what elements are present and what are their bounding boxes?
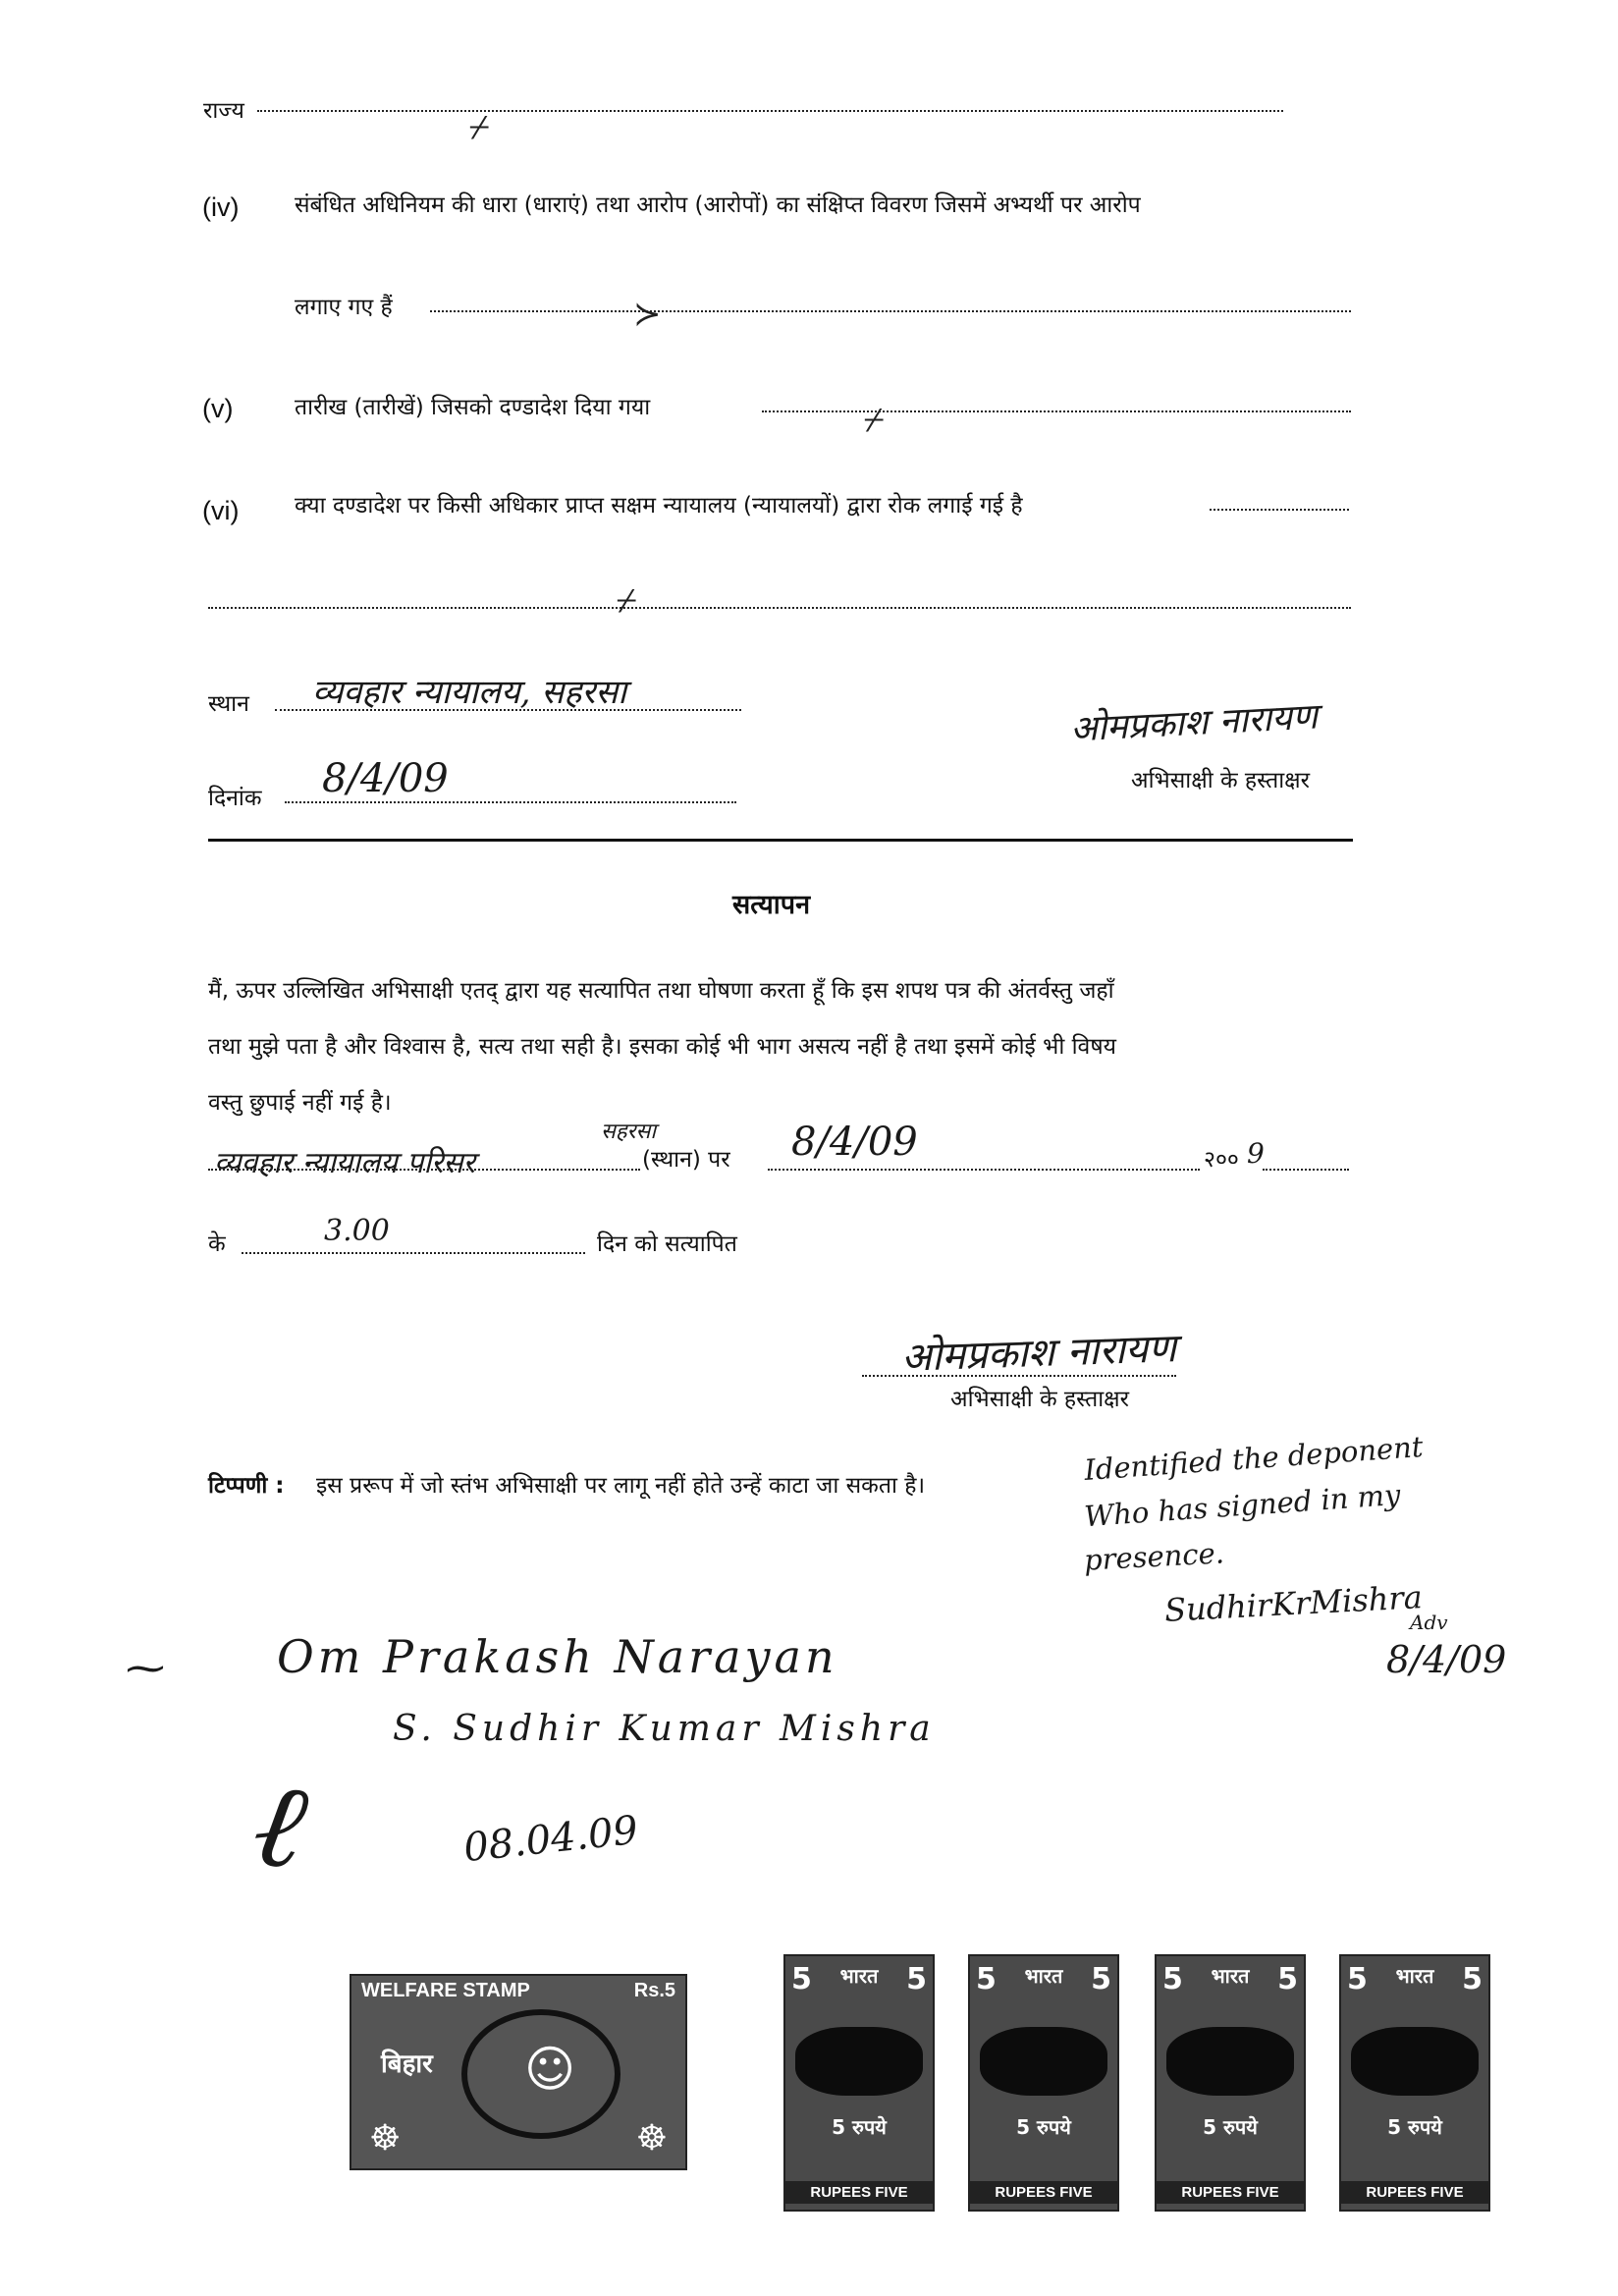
stamp-bottom-text: RUPEES FIVE bbox=[970, 2181, 1117, 2204]
verification-paragraph-line-1: मैं, ऊपर उल्लिखित अभिसाक्षी एतद् द्वारा यह सत्यापित तथा घोषणा करता हूँ कि इस शपथ पत्र की अंतर्वस्तु जहाँ bbox=[208, 978, 1114, 1004]
stamp-value: 5 bbox=[976, 1962, 997, 1996]
date-handwritten: 8/4/09 bbox=[322, 756, 449, 801]
note-label: टिप्पणी : bbox=[208, 1473, 285, 1499]
verification-date-dotted-line bbox=[768, 1169, 1200, 1171]
strike-mark: ⌿ bbox=[617, 581, 637, 621]
court-fee-stamp bbox=[783, 1954, 935, 2212]
verification-title: सत्यापन bbox=[732, 890, 811, 920]
item-vi-dotted-line bbox=[1210, 509, 1349, 511]
strike-mark: ⌿ bbox=[469, 108, 490, 147]
stamp-bottom-value: 5 रुपये bbox=[1387, 2115, 1442, 2139]
deponent-signature-2: ओमप्रकाश नारायण bbox=[900, 1326, 1177, 1381]
stamp-value: 5 bbox=[1462, 1962, 1483, 1996]
wheel-icon: ☸ bbox=[369, 2118, 402, 2159]
verification-year-dotted-line bbox=[1263, 1169, 1349, 1171]
welfare-stamp-denomination: Rs.5 bbox=[633, 1980, 675, 2001]
stamp-country: भारत bbox=[1024, 1964, 1063, 1988]
advocate-note-line-1: Identified the deponent bbox=[1083, 1429, 1425, 1488]
stamp-value: 5 bbox=[791, 1962, 812, 1996]
stamp-bottom-text: RUPEES FIVE bbox=[1157, 2181, 1304, 2204]
stamp-bottom-value: 5 रुपये bbox=[1016, 2115, 1071, 2139]
verification-place-above: सहरसा bbox=[601, 1120, 657, 1144]
portrait-icon: ☺ bbox=[524, 2041, 576, 2098]
rajya-dotted-line bbox=[257, 110, 1283, 112]
verification-place-handwritten: व्यवहार न्यायालय परिसर bbox=[214, 1146, 475, 1180]
advocate-note-line-2: Who has signed in my bbox=[1083, 1477, 1402, 1534]
stamp-value: 5 bbox=[1347, 1962, 1368, 1996]
advocate-date: 8/4/09 bbox=[1386, 1638, 1507, 1681]
advocate-note-line-3: presence. bbox=[1083, 1536, 1225, 1577]
cancellation-ink bbox=[1351, 2027, 1479, 2096]
item-iv-dotted-line bbox=[430, 310, 1351, 312]
strike-mark: ≻ bbox=[633, 295, 662, 334]
court-fee-stamp bbox=[1339, 1954, 1490, 2212]
verification-time-dotted-line bbox=[242, 1252, 585, 1254]
wheel-icon: ☸ bbox=[635, 2118, 668, 2159]
verification-year-label: २०० bbox=[1204, 1147, 1239, 1173]
cancellation-ink bbox=[1166, 2027, 1294, 2096]
item-v-text: तारीख (तारीखें) जिसको दण्डादेश दिया गया bbox=[295, 395, 651, 420]
court-fee-stamp bbox=[1155, 1954, 1306, 2212]
rajya-label: राज्य bbox=[203, 98, 244, 124]
item-vi-continuation-line bbox=[208, 607, 1351, 609]
verification-ke-label: के bbox=[208, 1231, 226, 1257]
stamp-country: भारत bbox=[1395, 1964, 1434, 1988]
section-divider bbox=[208, 839, 1353, 842]
advocate-designation: Adv bbox=[1410, 1611, 1448, 1634]
stamp-bottom-text: RUPEES FIVE bbox=[1341, 2181, 1488, 2204]
verification-time-handwritten: 3.00 bbox=[324, 1214, 390, 1248]
strike-mark: ⌿ bbox=[864, 401, 885, 440]
place-label: स्थान bbox=[208, 691, 249, 717]
item-v-dotted-line bbox=[762, 410, 1351, 412]
signature-caption: अभिसाक्षी के हस्ताक्षर bbox=[1131, 768, 1311, 793]
date-dotted-line bbox=[285, 801, 736, 803]
verification-paragraph-line-3: वस्तु छुपाई नहीं गई है। bbox=[208, 1090, 392, 1116]
stamp-country: भारत bbox=[1211, 1964, 1250, 1988]
stamp-value: 5 bbox=[906, 1962, 927, 1996]
note-text: इस प्ररूप में जो स्तंभ अभिसाक्षी पर लागू नहीं होते उन्हें काटा जा सकता है। bbox=[316, 1473, 926, 1499]
stamp-country: भारत bbox=[839, 1964, 879, 1988]
advocate-signature: SudhirKrMishra bbox=[1163, 1578, 1424, 1629]
welfare-stamp-script: बिहार bbox=[381, 2050, 433, 2079]
cancellation-ink bbox=[795, 2027, 923, 2096]
court-fee-stamp bbox=[968, 1954, 1119, 2212]
verification-place-dotted-line bbox=[208, 1169, 640, 1171]
verification-year-handwritten: 9 bbox=[1247, 1137, 1265, 1170]
verification-date-handwritten: 8/4/09 bbox=[791, 1120, 918, 1165]
signature-2-caption: अभिसाक्षी के हस्ताक्षर bbox=[950, 1387, 1130, 1412]
verification-place-label: (स्थान) पर bbox=[642, 1147, 730, 1173]
item-vi-number: (vi) bbox=[202, 496, 240, 525]
notary-date: 08.04.09 bbox=[461, 1807, 641, 1872]
welfare-stamp-header: WELFARE STAMP bbox=[361, 1980, 530, 2001]
item-iv-text-continued: लगाए गए हैं bbox=[295, 295, 393, 320]
verification-day-label: दिन को सत्यापित bbox=[597, 1231, 737, 1257]
verification-paragraph-line-2: तथा मुझे पता है और विश्वास है, सत्य तथा सही है। इसका कोई भी भाग असत्य नहीं है तथा इसमें कोई भी विषय bbox=[208, 1034, 1116, 1060]
welfare-stamp bbox=[350, 1974, 687, 2170]
stamp-bottom-value: 5 रुपये bbox=[1203, 2115, 1258, 2139]
stamp-bottom-text: RUPEES FIVE bbox=[785, 2181, 933, 2204]
notary-handwriting-line-2: S. Sudhir Kumar Mishra bbox=[393, 1709, 936, 1749]
deponent-signature: ओमप्रकाश नारायण bbox=[1069, 696, 1320, 750]
item-vi-text: क्या दण्डादेश पर किसी अधिकार प्राप्त सक्षम न्यायालय (न्यायालयों) द्वारा रोक लगाई गई है bbox=[295, 493, 1023, 519]
notary-scribble: ⁓ bbox=[126, 1646, 165, 1691]
stamp-value: 5 bbox=[1277, 1962, 1298, 1996]
item-iv-number: (iv) bbox=[202, 192, 240, 222]
cancellation-ink bbox=[980, 2027, 1107, 2096]
stamp-value: 5 bbox=[1091, 1962, 1111, 1996]
place-handwritten: व्यवहार न्यायालय, सहरसा bbox=[312, 673, 627, 712]
signature-2-dotted-line bbox=[862, 1375, 1176, 1377]
item-v-number: (v) bbox=[202, 394, 234, 423]
notary-handwriting-line-1: Om Prakash Narayan bbox=[277, 1630, 838, 1683]
stamp-value: 5 bbox=[1162, 1962, 1183, 1996]
stamp-bottom-value: 5 रुपये bbox=[832, 2115, 887, 2139]
notary-signature-flourish: ℓ bbox=[243, 1754, 316, 1898]
item-iv-text: संबंधित अधिनियम की धारा (धाराएं) तथा आरोप (आरोपों) का संक्षिप्त विवरण जिसमें अभ्यर्थी पर आरोप bbox=[295, 192, 1141, 218]
date-label: दिनांक bbox=[208, 786, 262, 811]
